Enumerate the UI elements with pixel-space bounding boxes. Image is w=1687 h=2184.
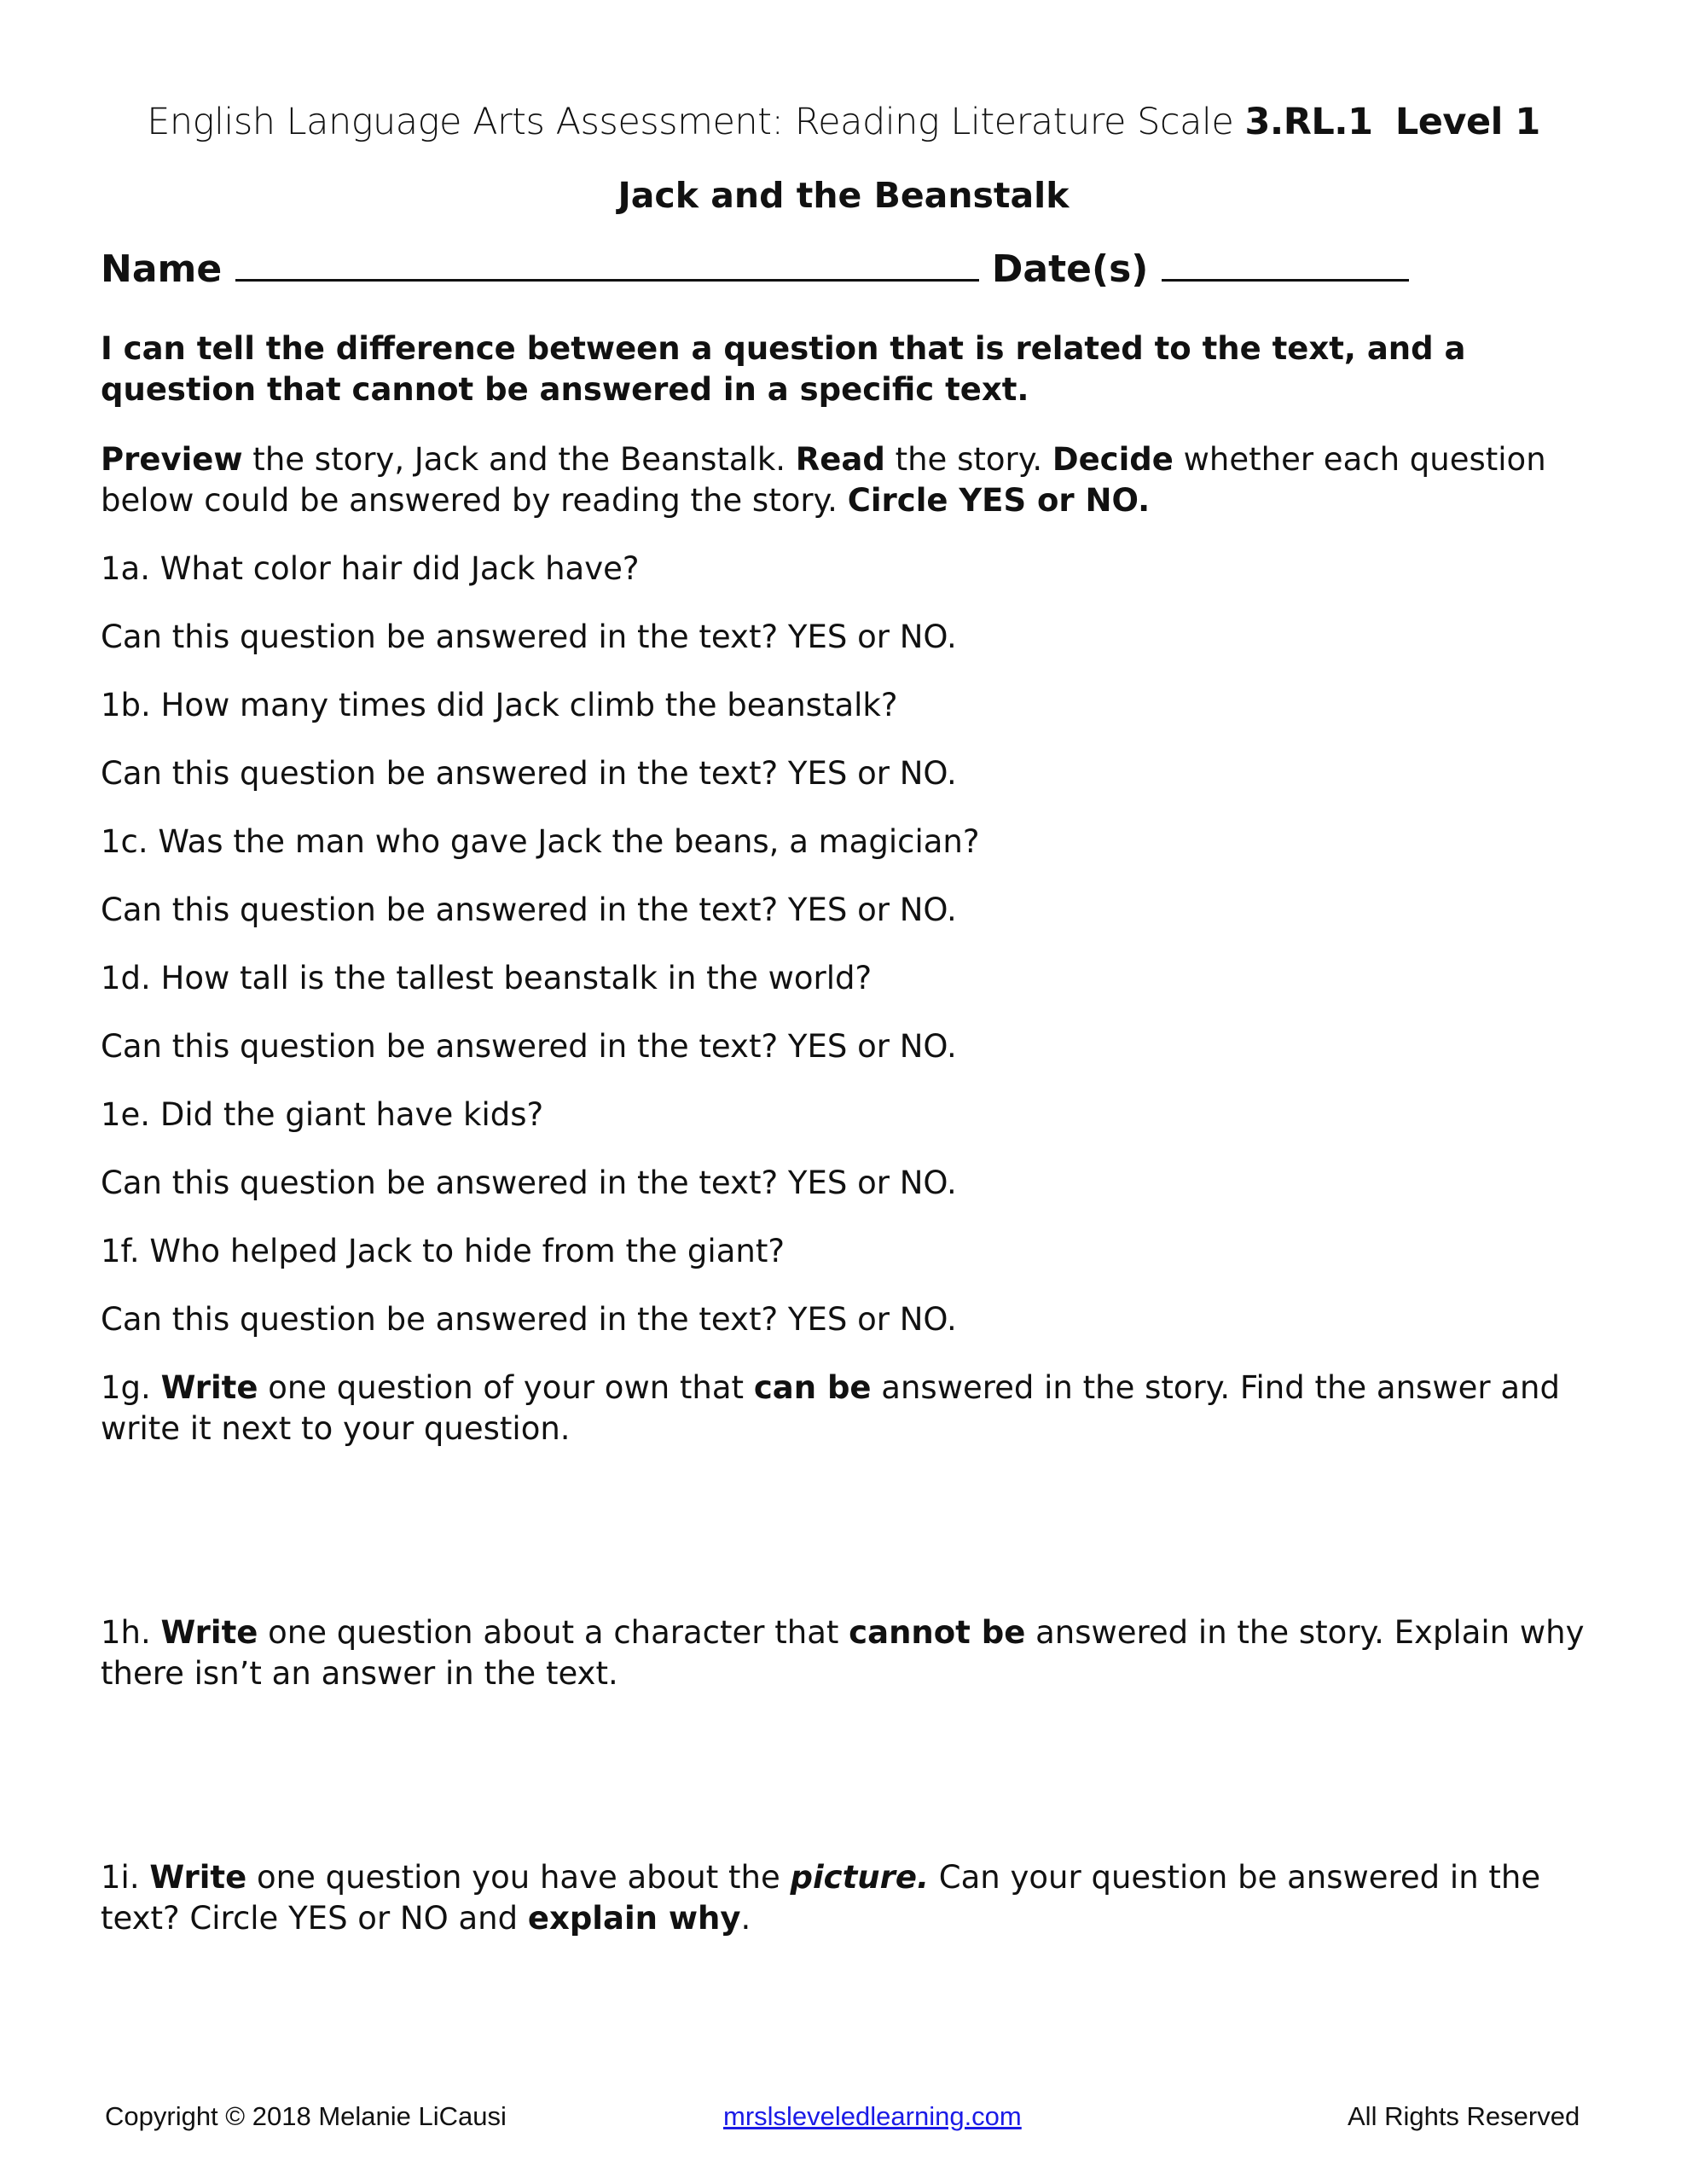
instr-decide: Decide [1052,441,1174,478]
question-1b: 1b. How many times did Jack climb the beanstalk? [101,687,898,723]
q-text: answered in the story. Find the answer and write it next to your question. [101,1369,1560,1447]
q-text: one question about a character that [258,1614,849,1651]
prompt-1e[interactable]: Can this question be answered in the text? YES or NO. [101,1165,957,1201]
instr-read: Read [795,441,885,478]
question-1h [101,1612,1585,1694]
footer-link[interactable]: mrslsleveledlearning.com [723,2101,1022,2131]
q-text: one question you have about the [246,1859,791,1896]
question-1c: 1c. Was the man who gave Jack the beans, a magician? [101,823,980,860]
instr-text: whether each question below could be answered by reading the story. [101,441,1546,519]
q-emph: Write [160,1614,258,1651]
name-label: Name [101,247,223,291]
q-text: answered in the story. Explain why there isn’t an answer in the text. [101,1614,1585,1692]
q-emph: can be [753,1369,872,1406]
instr-preview: Preview [101,441,243,478]
q-emph: picture. [790,1859,930,1896]
story-title: Jack and the Beanstalk [617,175,1070,216]
prompt-1d[interactable]: Can this question be answered in the text? YES or NO. [101,1028,957,1065]
q-emph: cannot be [849,1614,1026,1651]
q-text: one question of your own that [258,1369,754,1406]
q-num: 1g. [101,1369,161,1406]
instr-text: the story. [884,441,1052,478]
footer-link-wrap [723,2101,1022,2132]
instr-circle: Circle YES or NO. [847,482,1151,519]
prompt-1b[interactable]: Can this question be answered in the text? YES or NO. [101,755,957,792]
learning-goal: I can tell the difference between a question that is related to the text, and a question that cannot be answered in a specific text. [101,330,1466,408]
prompt-1f[interactable]: Can this question be answered in the text? YES or NO. [101,1301,957,1338]
prompt-1a[interactable]: Can this question be answered in the text? YES or NO. [101,619,957,655]
title-text: English Language Arts Assessment: Reading Literature Scale [147,101,1245,143]
question-1d: 1d. How tall is the tallest beanstalk in the world? [101,960,872,996]
name-date-line [101,247,1409,291]
q-text: Can your question be answered in the text? Circle YES or NO and [101,1859,1541,1937]
date-label: Date(s) [991,247,1149,291]
question-1e: 1e. Did the giant have kids? [101,1096,544,1133]
prompt-1c[interactable]: Can this question be answered in the text? YES or NO. [101,892,957,928]
page-title [0,101,1687,143]
question-1i [101,1857,1585,1939]
q-num: 1h. [101,1614,161,1651]
q-num: 1i. [101,1859,150,1896]
footer-copyright: Copyright © 2018 Melanie LiCausi [105,2101,507,2131]
q-emph: Write [149,1859,247,1896]
question-1a: 1a. What color hair did Jack have? [101,550,640,587]
instructions [101,439,1585,521]
q-text: . [740,1900,751,1937]
question-1f: 1f. Who helped Jack to hide from the giant? [101,1233,785,1269]
question-1g [101,1368,1585,1449]
date-field[interactable] [1162,277,1409,282]
footer-rights: All Rights Reserved [1348,2101,1580,2131]
level-label: Level 1 [1394,101,1540,143]
name-field[interactable] [235,277,979,282]
standard-code: 3.RL.1 [1244,101,1373,143]
q-emph: Write [160,1369,258,1406]
q-emph: explain why [527,1900,741,1937]
instr-text: the story, Jack and the Beanstalk. [242,441,796,478]
